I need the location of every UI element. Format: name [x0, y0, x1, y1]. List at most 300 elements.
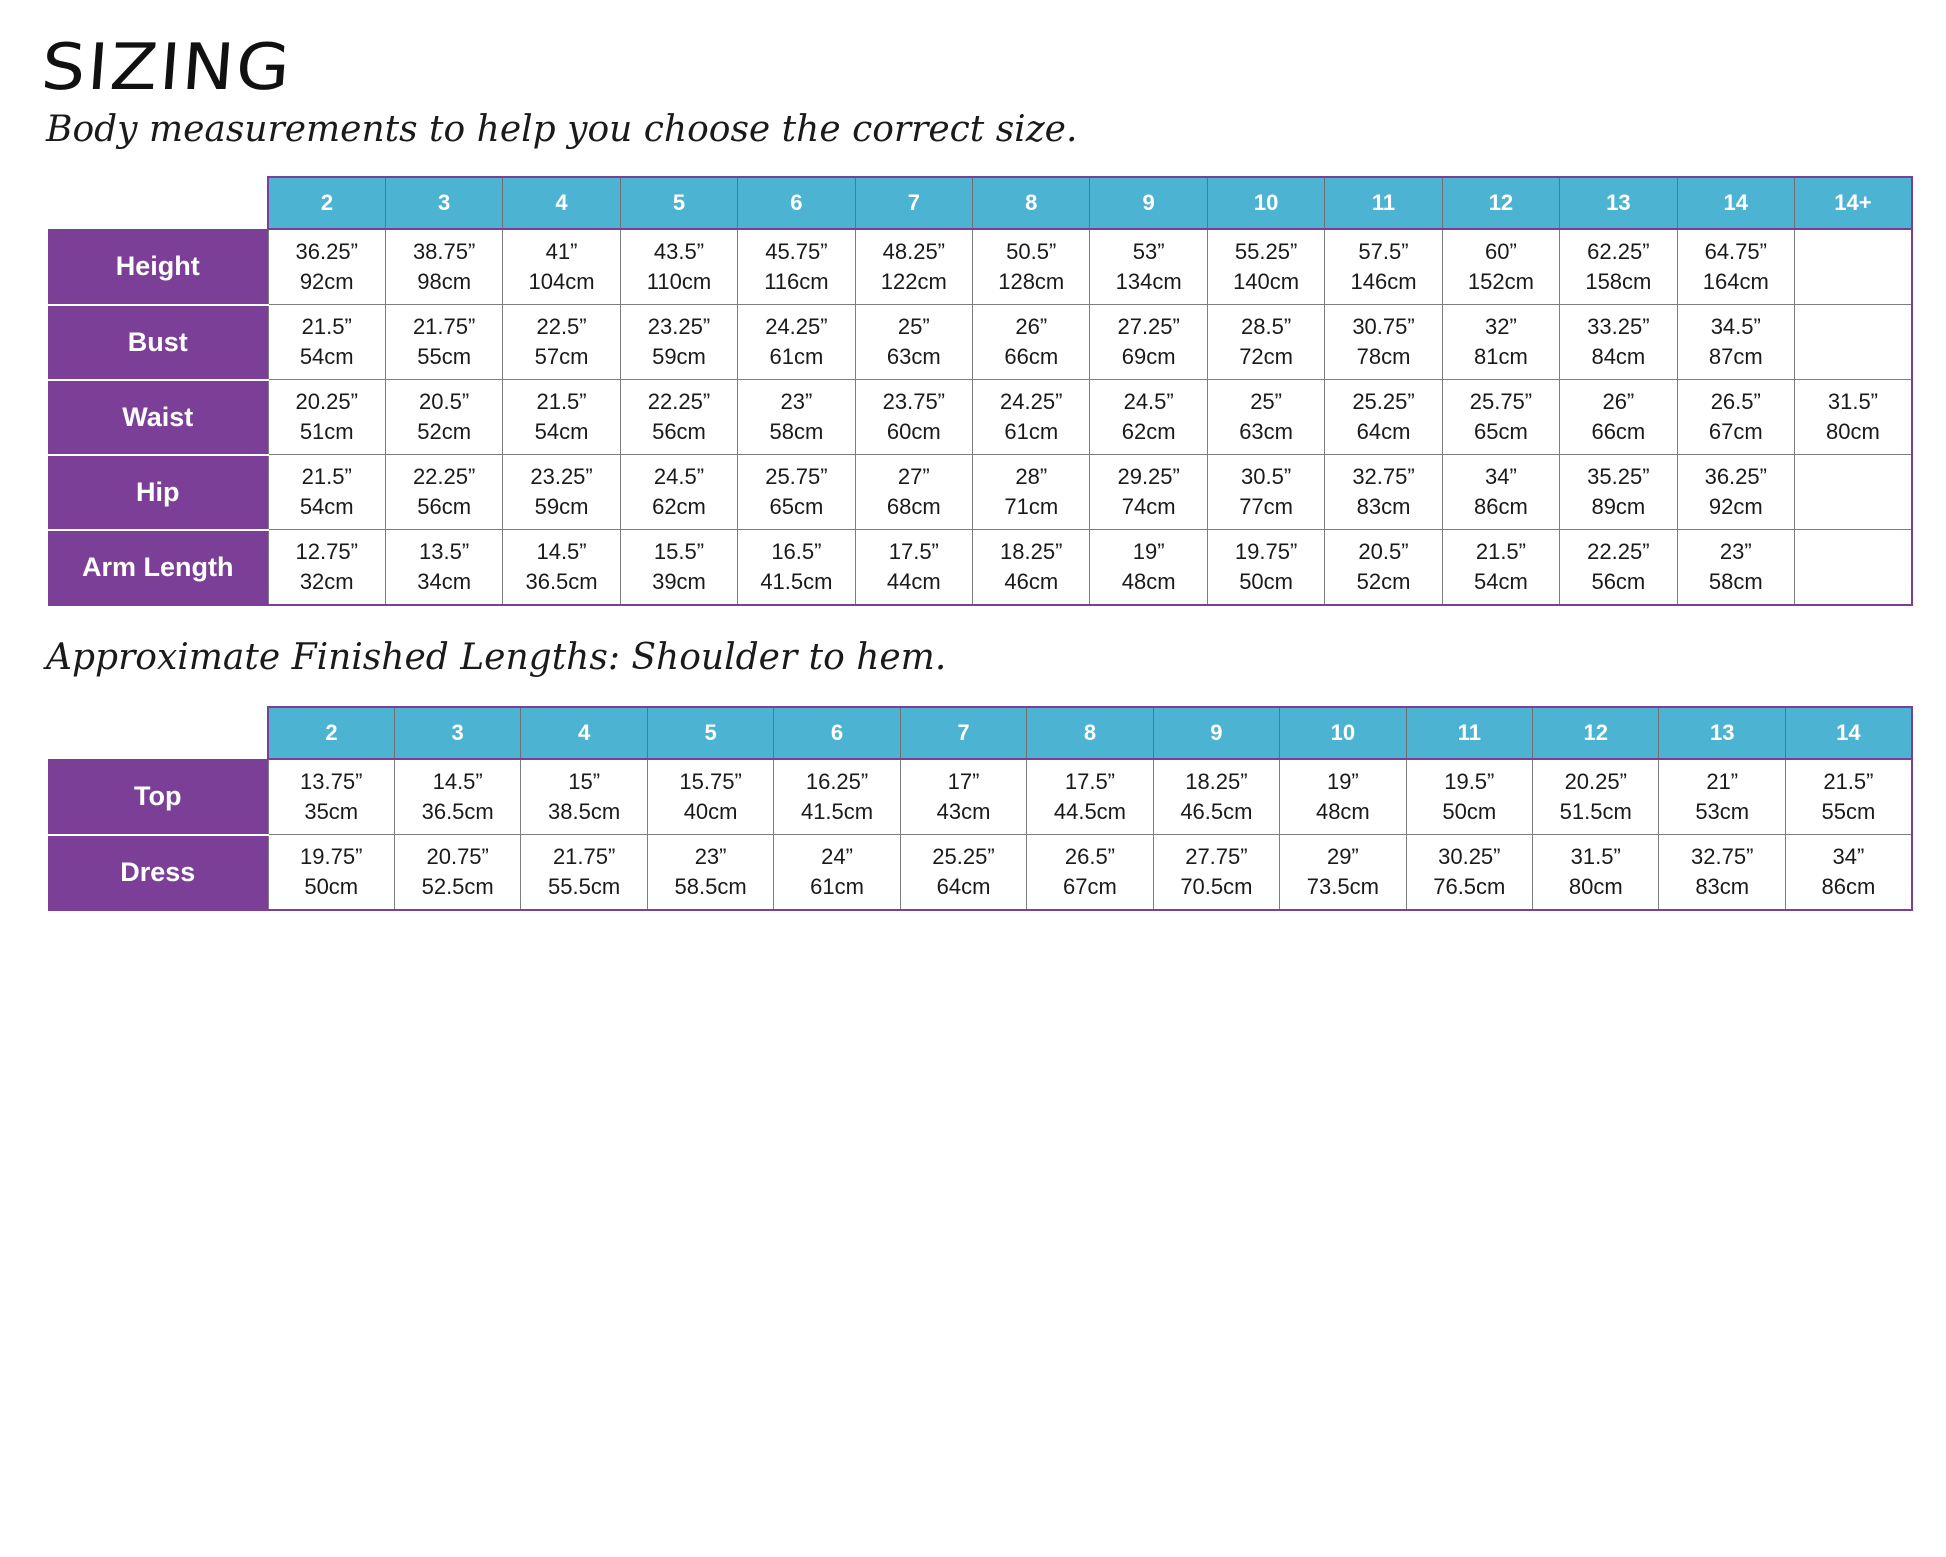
cm-value: 69cm	[1121, 344, 1176, 369]
cm-value: 80cm	[1568, 874, 1623, 899]
measurement-cell	[1090, 305, 1207, 380]
measurement-cell	[385, 229, 502, 305]
measurement-cell	[268, 380, 385, 455]
measurement-cell	[1027, 835, 1153, 911]
measurement-cell	[1090, 455, 1207, 530]
cm-value: 134cm	[1115, 269, 1182, 294]
cm-value: 59cm	[534, 494, 589, 519]
header-corner	[48, 177, 268, 229]
inches-value: 50.5”	[1006, 239, 1057, 264]
size-header-cell: 4	[521, 707, 647, 759]
measurement-cell	[268, 229, 385, 305]
cm-value: 104cm	[528, 269, 595, 294]
inches-value: 19.5”	[1444, 769, 1495, 794]
row-label: Waist	[48, 380, 268, 455]
inches-value: 22.25”	[647, 389, 711, 414]
cm-value: 50cm	[304, 874, 359, 899]
cm-value: 122cm	[880, 269, 947, 294]
row-label: Bust	[48, 305, 268, 380]
measurement-cell	[1207, 380, 1324, 455]
measurement-cell	[738, 455, 855, 530]
measurement-cell	[620, 229, 737, 305]
size-header-cell: 3	[394, 707, 520, 759]
cm-value: 92cm	[1708, 494, 1763, 519]
cm-value: 77cm	[1239, 494, 1293, 519]
cm-value: 140cm	[1233, 269, 1300, 294]
inches-value: 26”	[1015, 314, 1048, 339]
size-header-cell: 5	[647, 707, 773, 759]
cm-value: 41.5cm	[800, 799, 874, 824]
cm-value: 52.5cm	[421, 874, 494, 899]
measurement-cell	[1442, 229, 1559, 305]
measurement-cell	[620, 305, 737, 380]
inches-value: 32.75”	[1352, 464, 1415, 489]
measurement-cell	[1560, 530, 1677, 606]
measurement-cell	[503, 305, 620, 380]
inches-value: 14.5”	[432, 769, 483, 794]
cm-value: 55cm	[417, 344, 472, 369]
inches-value: 22.5”	[536, 314, 587, 339]
cm-value: 158cm	[1585, 269, 1652, 294]
inches-value: 29.25”	[1117, 464, 1180, 489]
measurement-cell	[1677, 380, 1794, 455]
measurement-cell	[855, 455, 972, 530]
cm-value: 44cm	[886, 569, 941, 594]
cm-value: 152cm	[1467, 269, 1534, 294]
measurement-cell	[1794, 455, 1911, 530]
inches-value: 26.5”	[1064, 844, 1116, 869]
inches-value: 19”	[1326, 769, 1359, 794]
size-header-cell: 14+	[1794, 177, 1911, 229]
cm-value: 54cm	[299, 494, 354, 519]
measurement-cell	[1533, 759, 1659, 835]
size-header-cell: 8	[973, 177, 1090, 229]
cm-value: 43cm	[936, 799, 991, 824]
inches-value: 34”	[1485, 464, 1517, 489]
cm-value: 81cm	[1474, 344, 1528, 369]
size-header-row	[48, 707, 1912, 759]
cm-value: 64cm	[1356, 419, 1411, 444]
cm-value: 87cm	[1708, 344, 1763, 369]
inches-value: 19.75”	[1234, 539, 1298, 564]
measurement-cell	[1659, 835, 1785, 911]
inches-value: 21.5”	[1475, 539, 1526, 564]
measurement-cell	[1677, 229, 1794, 305]
row-label: Top	[48, 759, 268, 835]
measurement-cell	[1207, 229, 1324, 305]
measurement-cell	[1090, 530, 1207, 606]
measurement-cell	[1560, 455, 1677, 530]
inches-value: 13.75”	[300, 769, 363, 794]
cm-value: 46cm	[1004, 569, 1059, 594]
measurement-cell	[1325, 305, 1442, 380]
measurement-cell	[1785, 835, 1911, 911]
measurement-cell	[1442, 455, 1559, 530]
inches-value: 34”	[1832, 844, 1865, 869]
inches-value: 21.5”	[1823, 769, 1874, 794]
measurement-cell	[647, 759, 773, 835]
cm-value: 34cm	[417, 569, 472, 594]
cm-value: 92cm	[299, 269, 354, 294]
inches-value: 23.25”	[530, 464, 593, 489]
measurement-cell	[973, 305, 1090, 380]
measurement-cell	[268, 305, 385, 380]
inches-value: 27”	[897, 464, 930, 489]
size-header-cell: 4	[503, 177, 620, 229]
measurement-cell	[1325, 380, 1442, 455]
inches-value: 48.25”	[882, 239, 946, 264]
size-header-cell: 9	[1153, 707, 1279, 759]
size-header-cell: 12	[1442, 177, 1559, 229]
inches-value: 31.5”	[1570, 844, 1621, 869]
measurement-cell	[855, 229, 972, 305]
inches-value: 24”	[821, 844, 853, 869]
finished-lengths-table	[48, 706, 1913, 911]
measurement-cell	[503, 229, 620, 305]
measurement-cell	[1090, 380, 1207, 455]
cm-value: 52cm	[1356, 569, 1411, 594]
measurement-cell	[1153, 759, 1279, 835]
measurement-cell	[1677, 455, 1794, 530]
cm-value: 128cm	[998, 269, 1065, 294]
table-row	[48, 455, 1912, 530]
measurement-cell	[268, 759, 394, 835]
cm-value: 62cm	[1121, 419, 1176, 444]
cm-value: 68cm	[886, 494, 941, 519]
inches-value: 36.25”	[295, 239, 358, 264]
cm-value: 66cm	[1591, 419, 1646, 444]
inches-value: 23”	[694, 844, 727, 869]
measurement-cell	[774, 759, 900, 835]
inches-value: 16.25”	[805, 769, 869, 794]
inches-value: 35.25”	[1587, 464, 1650, 489]
inches-value: 21.5”	[301, 464, 352, 489]
size-header-cell: 13	[1560, 177, 1677, 229]
inches-value: 25.25”	[1352, 389, 1415, 414]
cm-value: 164cm	[1702, 269, 1769, 294]
inches-value: 17.5”	[888, 539, 939, 564]
size-header-cell: 13	[1659, 707, 1785, 759]
inches-value: 15.75”	[679, 769, 742, 794]
inches-value: 45.75”	[765, 239, 828, 264]
measurement-cell	[855, 380, 972, 455]
measurement-cell	[394, 759, 520, 835]
measurement-cell	[738, 530, 855, 606]
inches-value: 17.5”	[1064, 769, 1116, 794]
measurement-cell	[973, 455, 1090, 530]
inches-value: 27.25”	[1117, 314, 1180, 339]
size-header-cell: 12	[1533, 707, 1659, 759]
cm-value: 58cm	[769, 419, 824, 444]
cm-value: 55cm	[1821, 799, 1876, 824]
cm-value: 50cm	[1239, 569, 1293, 594]
inches-value: 25”	[1250, 389, 1282, 414]
inches-value: 23”	[1719, 539, 1752, 564]
cm-value: 53cm	[1695, 799, 1750, 824]
inches-value: 32”	[1485, 314, 1517, 339]
cm-value: 73.5cm	[1306, 874, 1379, 899]
inches-value: 24.5”	[653, 464, 705, 489]
inches-value: 23.25”	[647, 314, 711, 339]
cm-value: 63cm	[886, 344, 941, 369]
size-header-cell: 7	[900, 707, 1026, 759]
measurement-cell	[385, 530, 502, 606]
inches-value: 43.5”	[653, 239, 705, 264]
inches-value: 26”	[1602, 389, 1635, 414]
inches-value: 64.75”	[1704, 239, 1767, 264]
inches-value: 24.5”	[1123, 389, 1174, 414]
inches-value: 20.5”	[419, 389, 470, 414]
measurement-cell	[900, 835, 1026, 911]
measurement-cell	[1207, 530, 1324, 606]
inches-value: 23.75”	[882, 389, 946, 414]
inches-value: 20.75”	[426, 844, 489, 869]
inches-value: 25.25”	[932, 844, 995, 869]
inches-value: 27.75”	[1185, 844, 1248, 869]
measurement-cell	[1794, 305, 1911, 380]
cm-value: 56cm	[652, 419, 706, 444]
inches-value: 19.75”	[300, 844, 363, 869]
cm-value: 76.5cm	[1433, 874, 1506, 899]
size-header-cell: 3	[385, 177, 502, 229]
measurement-cell	[1560, 305, 1677, 380]
size-header-cell: 6	[774, 707, 900, 759]
inches-value: 15.5”	[653, 539, 705, 564]
measurement-cell	[647, 835, 773, 911]
cm-value: 54cm	[299, 344, 354, 369]
cm-value: 72cm	[1239, 344, 1293, 369]
cm-value: 40cm	[683, 799, 738, 824]
measurement-cell	[973, 530, 1090, 606]
row-label: Arm Length	[48, 530, 268, 606]
cm-value: 110cm	[646, 269, 712, 294]
inches-value: 17”	[947, 769, 980, 794]
cm-value: 61cm	[1004, 419, 1059, 444]
cm-value: 65cm	[769, 494, 824, 519]
size-header-cell: 9	[1090, 177, 1207, 229]
size-header-cell: 6	[738, 177, 855, 229]
inches-value: 30.25”	[1438, 844, 1501, 869]
table-row	[48, 759, 1912, 835]
body-measurements-table	[48, 176, 1913, 606]
cm-value: 78cm	[1356, 344, 1411, 369]
inches-value: 26.5”	[1710, 389, 1761, 414]
table-row	[48, 835, 1912, 911]
inches-value: 31.5”	[1827, 389, 1879, 414]
measurement-cell	[1794, 530, 1911, 606]
measurement-cell	[973, 229, 1090, 305]
inches-value: 57.5”	[1358, 239, 1409, 264]
measurement-cell	[503, 380, 620, 455]
inches-value: 24.25”	[765, 314, 828, 339]
measurement-cell	[1560, 380, 1677, 455]
cm-value: 54cm	[534, 419, 589, 444]
measurement-cell	[620, 455, 737, 530]
inches-value: 21.75”	[412, 314, 476, 339]
measurement-cell	[620, 530, 737, 606]
measurement-cell	[268, 530, 385, 606]
cm-value: 32cm	[299, 569, 354, 594]
measurement-cell	[1785, 759, 1911, 835]
cm-value: 63cm	[1239, 419, 1293, 444]
measurement-cell	[1325, 530, 1442, 606]
measurement-cell	[1677, 530, 1794, 606]
size-header-cell: 14	[1785, 707, 1911, 759]
size-header-cell: 11	[1325, 177, 1442, 229]
cm-value: 70.5cm	[1180, 874, 1253, 899]
inches-value: 38.75”	[412, 239, 476, 264]
cm-value: 56cm	[1591, 569, 1646, 594]
cm-value: 39cm	[652, 569, 706, 594]
cm-value: 48cm	[1121, 569, 1176, 594]
row-label: Hip	[48, 455, 268, 530]
inches-value: 20.5”	[1358, 539, 1409, 564]
cm-value: 86cm	[1474, 494, 1528, 519]
inches-value: 21.5”	[301, 314, 352, 339]
measurement-cell	[1153, 835, 1279, 911]
inches-value: 21”	[1706, 769, 1739, 794]
measurement-cell	[774, 835, 900, 911]
cm-value: 55.5cm	[548, 874, 621, 899]
measurement-cell	[268, 835, 394, 911]
cm-value: 86cm	[1821, 874, 1876, 899]
inches-value: 30.75”	[1352, 314, 1415, 339]
measurement-cell	[1325, 455, 1442, 530]
table-row	[48, 380, 1912, 455]
cm-value: 48cm	[1315, 799, 1370, 824]
measurement-cell	[1406, 759, 1532, 835]
cm-value: 41.5cm	[760, 569, 833, 594]
inches-value: 29”	[1326, 844, 1359, 869]
cm-value: 83cm	[1695, 874, 1750, 899]
measurement-cell	[1325, 229, 1442, 305]
cm-value: 59cm	[652, 344, 706, 369]
page-title: SIZING	[38, 31, 295, 105]
measurement-cell	[1090, 229, 1207, 305]
measurement-cell	[385, 305, 502, 380]
measurement-cell	[1533, 835, 1659, 911]
measurement-cell	[1406, 835, 1532, 911]
measurement-cell	[855, 530, 972, 606]
measurement-cell	[1442, 305, 1559, 380]
row-label: Height	[48, 229, 268, 305]
measurement-cell	[1794, 380, 1911, 455]
inches-value: 60”	[1485, 239, 1517, 264]
measurement-cell	[1207, 305, 1324, 380]
cm-value: 116cm	[764, 269, 829, 294]
measurement-cell	[1280, 759, 1406, 835]
measurement-cell	[1027, 759, 1153, 835]
cm-value: 58.5cm	[674, 874, 747, 899]
inches-value: 25”	[897, 314, 930, 339]
measurement-cell	[1207, 455, 1324, 530]
measurement-cell	[385, 380, 502, 455]
inches-value: 28”	[1015, 464, 1048, 489]
measurement-cell	[503, 530, 620, 606]
inches-value: 36.25”	[1704, 464, 1767, 489]
cm-value: 66cm	[1004, 344, 1059, 369]
measurement-cell	[1280, 835, 1406, 911]
size-header-cell: 2	[268, 707, 394, 759]
cm-value: 36.5cm	[421, 799, 494, 824]
cm-value: 98cm	[417, 269, 472, 294]
measurement-cell	[1794, 229, 1911, 305]
size-header-cell: 5	[620, 177, 737, 229]
measurement-cell	[620, 380, 737, 455]
measurement-cell	[738, 380, 855, 455]
size-header-cell: 10	[1280, 707, 1406, 759]
cm-value: 35cm	[304, 799, 359, 824]
measurement-cell	[385, 455, 502, 530]
cm-value: 64cm	[936, 874, 991, 899]
cm-value: 36.5cm	[525, 569, 598, 594]
measurement-cell	[1677, 305, 1794, 380]
inches-value: 28.5”	[1241, 314, 1292, 339]
cm-value: 74cm	[1121, 494, 1176, 519]
cm-value: 62cm	[652, 494, 706, 519]
measurement-cell	[1560, 229, 1677, 305]
inches-value: 12.75”	[295, 539, 358, 564]
inches-value: 21.5”	[536, 389, 587, 414]
inches-value: 53”	[1132, 239, 1165, 264]
cm-value: 51.5cm	[1559, 799, 1632, 824]
cm-value: 52cm	[417, 419, 472, 444]
cm-value: 67cm	[1063, 874, 1117, 899]
cm-value: 58cm	[1708, 569, 1763, 594]
measurement-cell	[738, 229, 855, 305]
cm-value: 54cm	[1474, 569, 1528, 594]
inches-value: 20.25”	[1564, 769, 1627, 794]
inches-value: 13.5”	[419, 539, 470, 564]
table-row	[48, 530, 1912, 606]
size-header-cell: 11	[1406, 707, 1532, 759]
measurement-cell	[394, 835, 520, 911]
size-header-cell: 7	[855, 177, 972, 229]
inches-value: 15”	[568, 769, 601, 794]
cm-value: 80cm	[1826, 419, 1880, 444]
cm-value: 61cm	[810, 874, 864, 899]
cm-value: 84cm	[1591, 344, 1646, 369]
inches-value: 24.25”	[1000, 389, 1063, 414]
row-label: Dress	[48, 835, 268, 911]
inches-value: 22.25”	[1587, 539, 1650, 564]
measurement-cell	[1659, 759, 1785, 835]
inches-value: 62.25”	[1587, 239, 1650, 264]
inches-value: 19”	[1132, 539, 1165, 564]
cm-value: 60cm	[886, 419, 941, 444]
cm-value: 67cm	[1708, 419, 1763, 444]
measurement-cell	[973, 380, 1090, 455]
body-measurements-subtitle: Body measurements to help you choose the correct size.	[46, 109, 1078, 150]
inches-value: 21.75”	[552, 844, 616, 869]
inches-value: 16.5”	[771, 539, 822, 564]
cm-value: 38.5cm	[548, 799, 621, 824]
inches-value: 20.25”	[295, 389, 358, 414]
inches-value: 32.75”	[1691, 844, 1754, 869]
measurement-cell	[1442, 530, 1559, 606]
cm-value: 46.5cm	[1180, 799, 1253, 824]
measurement-cell	[900, 759, 1026, 835]
inches-value: 23”	[780, 389, 813, 414]
measurement-cell	[503, 455, 620, 530]
inches-value: 25.75”	[765, 464, 828, 489]
table-row	[48, 305, 1912, 380]
header-corner	[48, 707, 268, 759]
measurement-cell	[268, 455, 385, 530]
inches-value: 41”	[545, 239, 578, 264]
inches-value: 18.25”	[1000, 539, 1063, 564]
inches-value: 25.75”	[1469, 389, 1533, 414]
